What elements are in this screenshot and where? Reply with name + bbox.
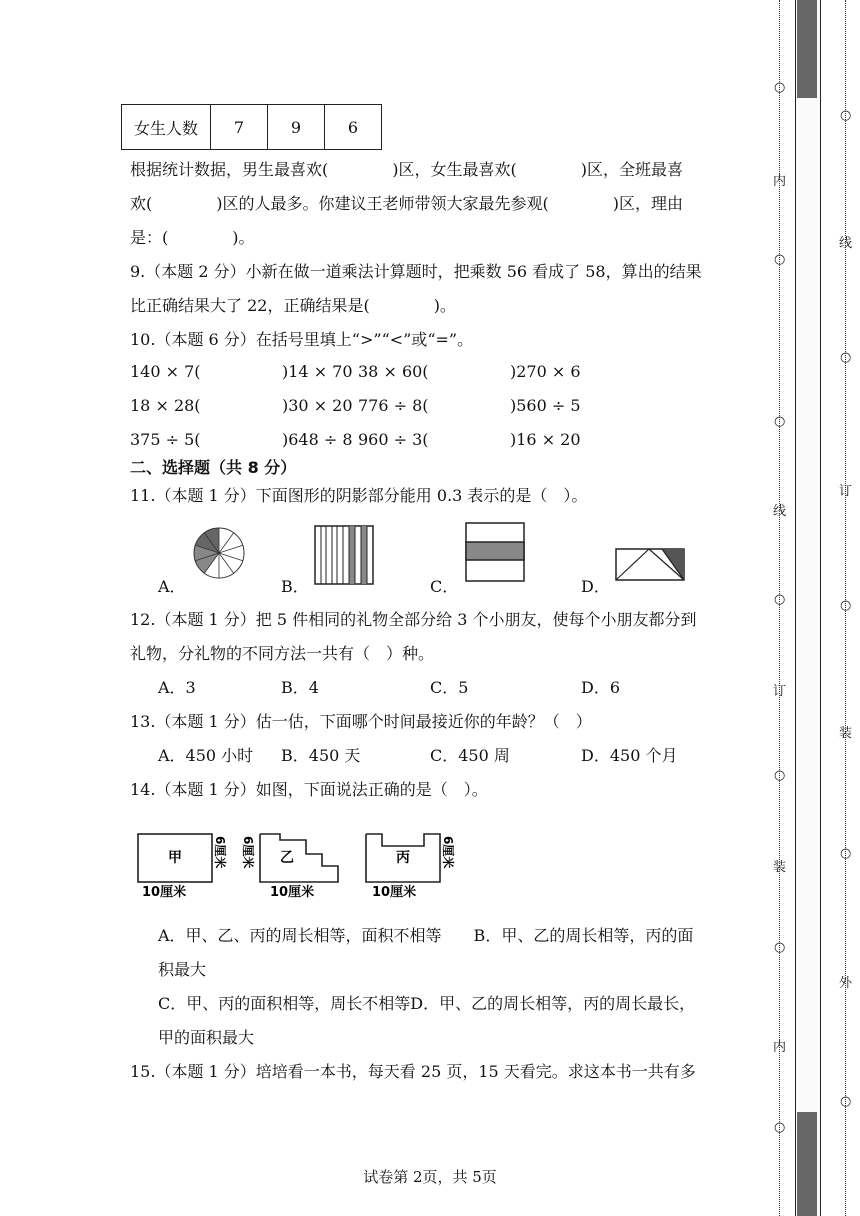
sidebar-inner-label: 内 bbox=[773, 174, 787, 189]
sidebar-inner-label: 内 bbox=[773, 1040, 787, 1055]
q10-r3-c: 960 ÷ 3( bbox=[358, 430, 429, 449]
q14-option-line-1: A．甲、乙、丙的周长相等，面积不相等 B．甲、乙的周长相等，丙的面 bbox=[158, 926, 694, 945]
binding-strip-dark-top bbox=[797, 0, 817, 98]
sidebar-outer-label: 线 bbox=[839, 236, 853, 251]
binding-strip bbox=[795, 0, 821, 1216]
figure-triangle-rectangle bbox=[614, 547, 688, 583]
q14-option-line-4: 甲的面积最大 bbox=[158, 1028, 255, 1047]
sidebar-inner-label: 装 bbox=[773, 860, 787, 875]
q12-line-1: 12.（本题 1 分）把 5 件相同的礼物全部分给 3 个小朋友，使每个小朋友都分到 bbox=[130, 610, 697, 629]
figure-circle-sectors bbox=[192, 526, 246, 580]
q10-r3-b: )648 ÷ 8 bbox=[282, 430, 353, 449]
binding-hole-icon: ○ bbox=[774, 414, 786, 429]
binding-hole-icon: ○ bbox=[840, 350, 852, 365]
section-heading: 二、选择题（共 8 分） bbox=[130, 458, 297, 477]
table-label: 女生人数 bbox=[122, 105, 211, 150]
binding-hole-icon: ○ bbox=[774, 768, 786, 783]
figure-yi-height: 6厘米 bbox=[241, 836, 255, 869]
binding-hole-icon: ○ bbox=[774, 1120, 786, 1135]
table-cell: 9 bbox=[268, 105, 325, 150]
figure-jia-label: 甲 bbox=[168, 850, 182, 866]
q14-option-line-2: 积最大 bbox=[158, 960, 207, 979]
q10-r1-b: )14 × 70 bbox=[282, 362, 353, 381]
figure-yi-shape bbox=[260, 834, 338, 882]
sidebar-inner-label: 线 bbox=[773, 504, 787, 519]
q11-text: 11.（本题 1 分）下面图形的阴影部分能用 0.3 表示的是（ ）。 bbox=[130, 486, 588, 505]
girls-count-table bbox=[121, 104, 382, 150]
binding-hole-icon: ○ bbox=[774, 592, 786, 607]
sidebar-outer-label: 订 bbox=[839, 484, 853, 499]
q10-r2-a: 18 × 28( bbox=[130, 396, 201, 415]
q11-option-d: D． bbox=[581, 577, 610, 596]
q12-option-a: A．3 bbox=[158, 678, 196, 697]
q10-r2-c: 776 ÷ 8( bbox=[358, 396, 429, 415]
q12-option-b: B．4 bbox=[281, 678, 319, 697]
q10-title: 10.（本题 6 分）在括号里填上“>”“<”或“=”。 bbox=[130, 330, 474, 349]
figure-jia-height: 6厘米 bbox=[213, 836, 227, 869]
sidebar-outer-label: 装 bbox=[839, 726, 853, 741]
q13-option-a: A．450 小时 bbox=[158, 746, 254, 765]
binding-hole-icon: ○ bbox=[774, 252, 786, 267]
binding-strip-dark-bottom bbox=[797, 1112, 817, 1216]
figure-bing-width: 10厘米 bbox=[372, 885, 417, 900]
q12-line-2: 礼物，分礼物的不同方法一共有（ ）种。 bbox=[130, 644, 435, 663]
figure-banded-rectangle bbox=[465, 522, 527, 584]
q10-r1-c: 38 × 60( bbox=[358, 362, 429, 381]
figure-yi-width: 10厘米 bbox=[270, 885, 315, 900]
figure-bing-label: 丙 bbox=[396, 850, 410, 866]
q13-option-d: D．450 个月 bbox=[581, 746, 678, 765]
binding-hole-icon: ○ bbox=[774, 940, 786, 955]
q14-text: 14.（本题 1 分）如图，下面说法正确的是（ ）。 bbox=[130, 780, 488, 799]
q10-r1-a: 140 × 7( bbox=[130, 362, 201, 381]
q14-option-line-3: C．甲、丙的面积相等，周长不相等D．甲、乙的周长相等，丙的周长最长， bbox=[158, 994, 696, 1013]
table-cell: 6 bbox=[325, 105, 382, 150]
q8-line-3: 是：( )。 bbox=[130, 228, 255, 247]
q10-r2-d: )560 ÷ 5 bbox=[510, 396, 581, 415]
q8-line-2: 欢( )区的人最多。你建议王老师带领大家最先参观( )区，理由 bbox=[130, 194, 683, 213]
q9-line-1: 9.（本题 2 分）小新在做一道乘法计算题时，把乘数 56 看成了 58，算出的结果 bbox=[130, 262, 702, 281]
sidebar-inner-label: 订 bbox=[773, 684, 787, 699]
q14-figures bbox=[130, 822, 610, 902]
binding-margin bbox=[757, 0, 860, 1216]
figure-jia-width: 10厘米 bbox=[142, 885, 187, 900]
binding-hole-icon: ○ bbox=[774, 80, 786, 95]
page-footer: 试卷第 2页，共 5页 bbox=[363, 1168, 497, 1186]
sidebar-outer-label: 外 bbox=[839, 976, 853, 991]
figure-bing-height: 6厘米 bbox=[441, 836, 455, 869]
q9-line-2: 比正确结果大了 22，正确结果是( )。 bbox=[130, 296, 456, 315]
q10-r2-b: )30 × 20 bbox=[282, 396, 353, 415]
q10-r3-d: )16 × 20 bbox=[510, 430, 581, 449]
q13-option-c: C．450 周 bbox=[430, 746, 510, 765]
binding-hole-icon: ○ bbox=[840, 598, 852, 613]
q10-r3-a: 375 ÷ 5( bbox=[130, 430, 201, 449]
binding-hole-icon: ○ bbox=[840, 108, 852, 123]
figure-striped-rectangle bbox=[314, 525, 376, 587]
figure-yi-label: 乙 bbox=[280, 850, 294, 866]
q15-text: 15.（本题 1 分）培培看一本书，每天看 25 页，15 天看完。求这本书一共有多 bbox=[130, 1062, 696, 1081]
q11-option-c: C． bbox=[430, 577, 459, 596]
q8-line-1: 根据统计数据，男生最喜欢( )区，女生最喜欢( )区，全班最喜 bbox=[130, 160, 683, 179]
binding-hole-icon: ○ bbox=[840, 1094, 852, 1109]
q11-option-b: B． bbox=[281, 577, 309, 596]
table-cell: 7 bbox=[211, 105, 268, 150]
q13-option-b: B．450 天 bbox=[281, 746, 361, 765]
q11-option-a: A． bbox=[158, 577, 186, 596]
q12-option-c: C．5 bbox=[430, 678, 469, 697]
q10-r1-d: )270 × 6 bbox=[510, 362, 581, 381]
q13-text: 13.（本题 1 分）估一估，下面哪个时间最接近你的年龄？（ ） bbox=[130, 712, 592, 731]
binding-hole-icon: ○ bbox=[840, 846, 852, 861]
q12-option-d: D．6 bbox=[581, 678, 621, 697]
